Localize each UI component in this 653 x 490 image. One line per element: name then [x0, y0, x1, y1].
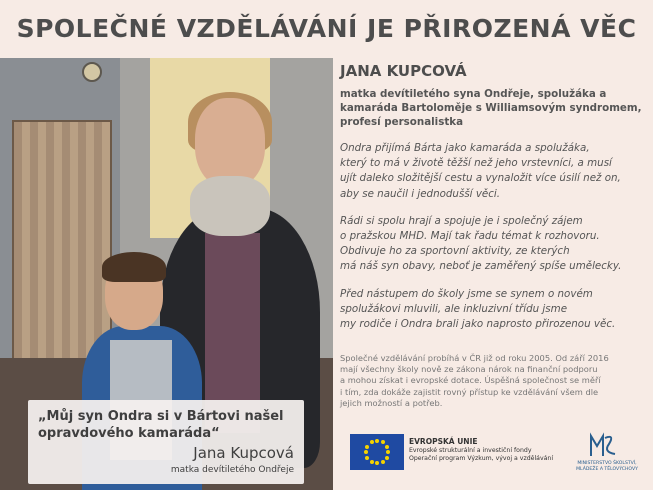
eu-star-icon — [365, 445, 369, 449]
msmt-emblem-icon — [588, 432, 618, 458]
headline: SPOLEČNÉ VZDĚLÁVÁNÍ JE PŘIROZENÁ VĚC — [16, 14, 637, 43]
msmt-label: MINISTERSTVO ŠKOLSTVÍ, MLÁDEŽE A TĚLOVÝCHOVY — [576, 461, 638, 472]
clock-icon — [82, 62, 102, 82]
eu-star-icon — [375, 461, 379, 465]
eu-star-icon — [365, 456, 369, 460]
profile-name: JANA KUPCOVÁ — [340, 62, 467, 80]
eu-star-icon — [386, 450, 390, 454]
paragraph-3: Před nástupem do školy jsme se synem o novém spolužákovi mluvili, ale inkluzivní třídu jsme my rodiče i Ondra brali jako naprosto přirozenou věc. — [340, 287, 616, 331]
eu-star-icon — [370, 440, 374, 444]
eu-star-icon — [385, 445, 389, 449]
profile-role: matka devítiletého syna Ondřeje, spolužáka a kamaráda Bartoloměje s Williamsovým syndromem, profesí personalistka — [340, 88, 642, 128]
footnote: Společné vzdělávání probíhá v ČR již od roku 2005. Od září 2016 mají všechny školy nově ze zákona nárok na finanční podporu a mohou získat i evropské dotace. Úspěšná společnost se měří i tím, zda dokáže zajistit rovný přístup ke vzdělávání všem dle jejich možností a potřeb. — [340, 353, 609, 408]
quote-text: „Můj syn Ondra si v Bártovi našel opravdového kamaráda“ — [38, 409, 284, 441]
quote-author-role: matka devítiletého Ondřeje — [170, 465, 294, 475]
eu-subtitle: Evropské strukturální a investiční fondy Operační program Výzkum, vývoj a vzdělávání — [409, 447, 554, 462]
eu-flag-icon — [350, 434, 404, 470]
eu-star-icon — [381, 460, 385, 464]
eu-star-icon — [385, 456, 389, 460]
quote-author: Jana Kupcová — [193, 444, 294, 462]
eu-star-icon — [364, 450, 368, 454]
eu-star-icon — [375, 439, 379, 443]
eu-star-icon — [381, 440, 385, 444]
paragraph-1: Ondra přijímá Bárta jako kamaráda a spolužáka, který to má v životě těžší než jeho vrstevníci, a musí ujít daleko složitější cestu a vynaložit více úsilí než on, aby se naučil i jednodušší věci. — [340, 142, 621, 200]
quote-box — [28, 400, 304, 484]
eu-star-icon — [370, 460, 374, 464]
paragraph-2: Rádi si spolu hrají a spojuje je i společný zájem o pražskou MHD. Mají tak řadu témat k rozhovoru. Obdivuje ho za sportovní aktivity, ze kterých má náš syn obavy, neboť je zaměřený spíše umělecky. — [340, 214, 622, 273]
eu-title: EVROPSKÁ UNIE — [409, 437, 478, 446]
text-column — [340, 58, 650, 332]
